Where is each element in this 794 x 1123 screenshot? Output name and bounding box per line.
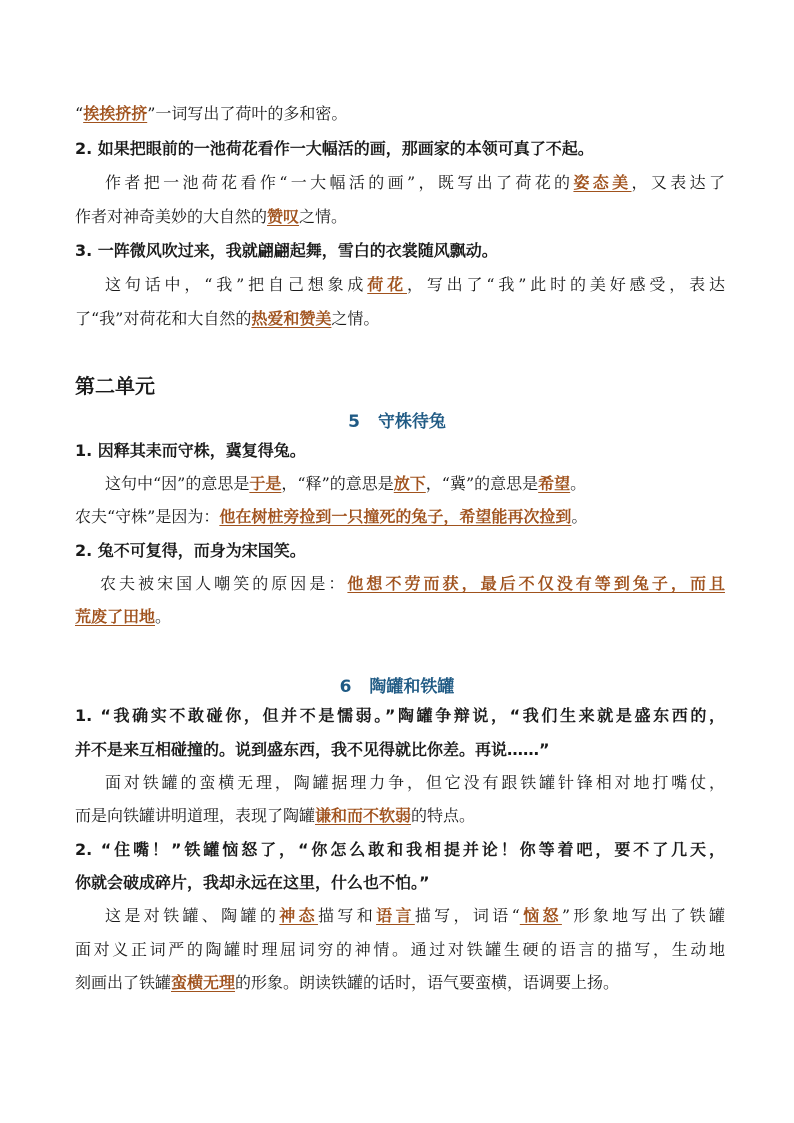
highlight-keyword: 挨挨挤挤 xyxy=(83,104,148,123)
text: ，写出了“我”此时的美好感受，表达 xyxy=(406,275,725,294)
highlight-keyword: 谦和而不软弱 xyxy=(315,806,412,825)
text: 而是向铁罐讲明道理，表现了陶罐 xyxy=(75,806,316,825)
lesson5-answer-2-line-2 xyxy=(75,606,725,628)
text: 描写，词语“ xyxy=(414,906,520,925)
lesson-number: 5 xyxy=(348,412,360,432)
lesson6-answer-1-line-2 xyxy=(75,805,725,827)
lesson6-answer-1-line-1: 面对铁罐的蛮横无理，陶罐据理力争，但它没有跟铁罐针锋相对地打嘴仗， xyxy=(105,773,725,792)
highlight-keyword: 荒废了田地 xyxy=(75,607,156,626)
text: 作者对神奇美妙的大自然的 xyxy=(75,207,268,226)
text: ”形象地写出了铁罐 xyxy=(561,906,725,925)
text: 作者把一池荷花看作“一大幅活的画”，既写出了荷花的 xyxy=(105,173,574,192)
text: 的形象。朗读铁罐的话时，语气要蛮横，语调要上扬。 xyxy=(235,973,620,992)
text: 之情。 xyxy=(331,309,380,328)
lesson-name: 守株待兔 xyxy=(377,412,446,432)
highlight-keyword: 他想不劳而获，最后不仅没有等到兔子，而且 xyxy=(347,574,725,593)
highlight-keyword: 希望 xyxy=(538,474,571,493)
line-1 xyxy=(75,103,725,125)
highlight-keyword: 他在树桩旁捡到一只撞死的兔子，希望能再次捡到 xyxy=(219,507,572,526)
lesson5-answer-1-line-1 xyxy=(105,473,725,495)
unit-title: 第二单元 xyxy=(75,374,155,398)
lesson6-answer-2-line-2: 面对义正词严的陶罐时理屈词穷的神情。通过对铁罐生硬的语言的描写，生动地 xyxy=(75,940,725,959)
lesson5-question-2: 2. 兔不可复得，而身为宋国笑。 xyxy=(75,541,306,560)
highlight-keyword: 神态 xyxy=(279,906,318,925)
lesson-number: 6 xyxy=(339,677,352,697)
lesson-name: 陶罐和铁罐 xyxy=(369,677,455,697)
highlight-keyword: 姿态美 xyxy=(573,173,632,192)
highlight-keyword: 语言 xyxy=(376,906,415,925)
lesson6-question-1-line-2: 并不是来互相碰撞的。说到盛东西，我不见得就比你差。再说……” xyxy=(75,740,550,759)
highlight-keyword: 热爱和赞美 xyxy=(251,309,332,328)
question-3: 3. 一阵微风吹过来，我就翩翩起舞，雪白的衣裳随风飘动。 xyxy=(75,241,498,260)
lesson6-question-2-line-2: 你就会破成碎片，我却永远在这里，什么也不怕。” xyxy=(75,873,430,892)
lesson5-answer-1-line-2 xyxy=(75,506,725,528)
highlight-keyword: 于是 xyxy=(249,474,282,493)
text: ，又表达了 xyxy=(631,173,725,192)
answer-2-line-1 xyxy=(105,172,725,194)
text: 。 xyxy=(155,607,172,626)
text: 。 xyxy=(571,507,588,526)
text: 描写和 xyxy=(317,906,377,925)
text: 农夫“守株”是因为： xyxy=(75,507,220,526)
question-2: 2. 如果把眼前的一池荷花看作一大幅活的画，那画家的本领可真了不起。 xyxy=(75,139,594,158)
text: ”一词写出了荷叶的多和密。 xyxy=(147,104,348,123)
highlight-keyword: 赞叹 xyxy=(267,207,300,226)
text: 这句中“因”的意思是 xyxy=(105,474,250,493)
text: 农夫被宋国人嘲笑的原因是： xyxy=(100,574,348,593)
text: 这是对铁罐、陶罐的 xyxy=(105,906,280,925)
lesson-5-title xyxy=(0,407,794,432)
text: 刻画出了铁罐 xyxy=(75,973,172,992)
highlight-keyword: 恼怒 xyxy=(519,906,562,925)
lesson6-answer-2-line-3 xyxy=(75,972,725,994)
highlight-keyword: 蛮横无理 xyxy=(171,973,236,992)
highlight-keyword: 荷花 xyxy=(367,275,407,294)
answer-2-line-2 xyxy=(75,206,725,228)
text: ，“释”的意思是 xyxy=(281,474,394,493)
text: 了“我”对荷花和大自然的 xyxy=(75,309,252,328)
lesson5-question-1: 1. 因释其耒而守株，冀复得兔。 xyxy=(75,441,306,460)
lesson-6-title xyxy=(0,672,794,697)
lesson6-question-1-line-1: 1. “我确实不敢碰你，但并不是懦弱。”陶罐争辩说，“我们生来就是盛东西的， xyxy=(75,706,725,725)
lesson6-question-2-line-1: 2. “住嘴！”铁罐恼怒了，“你怎么敢和我相提并论！你等着吧，要不了几天， xyxy=(75,840,725,859)
text: 之情。 xyxy=(299,207,348,226)
lesson6-answer-2-line-1 xyxy=(105,905,725,927)
text: “ xyxy=(75,104,84,123)
answer-3-line-1 xyxy=(105,274,725,296)
lesson5-answer-2-line-1 xyxy=(100,573,725,595)
text: 这句话中，“我”把自己想象成 xyxy=(105,275,368,294)
answer-3-line-2 xyxy=(75,308,725,330)
text: 。 xyxy=(570,474,587,493)
highlight-keyword: 放下 xyxy=(393,474,426,493)
text: ，“冀”的意思是 xyxy=(425,474,539,493)
text: 的特点。 xyxy=(411,806,476,825)
